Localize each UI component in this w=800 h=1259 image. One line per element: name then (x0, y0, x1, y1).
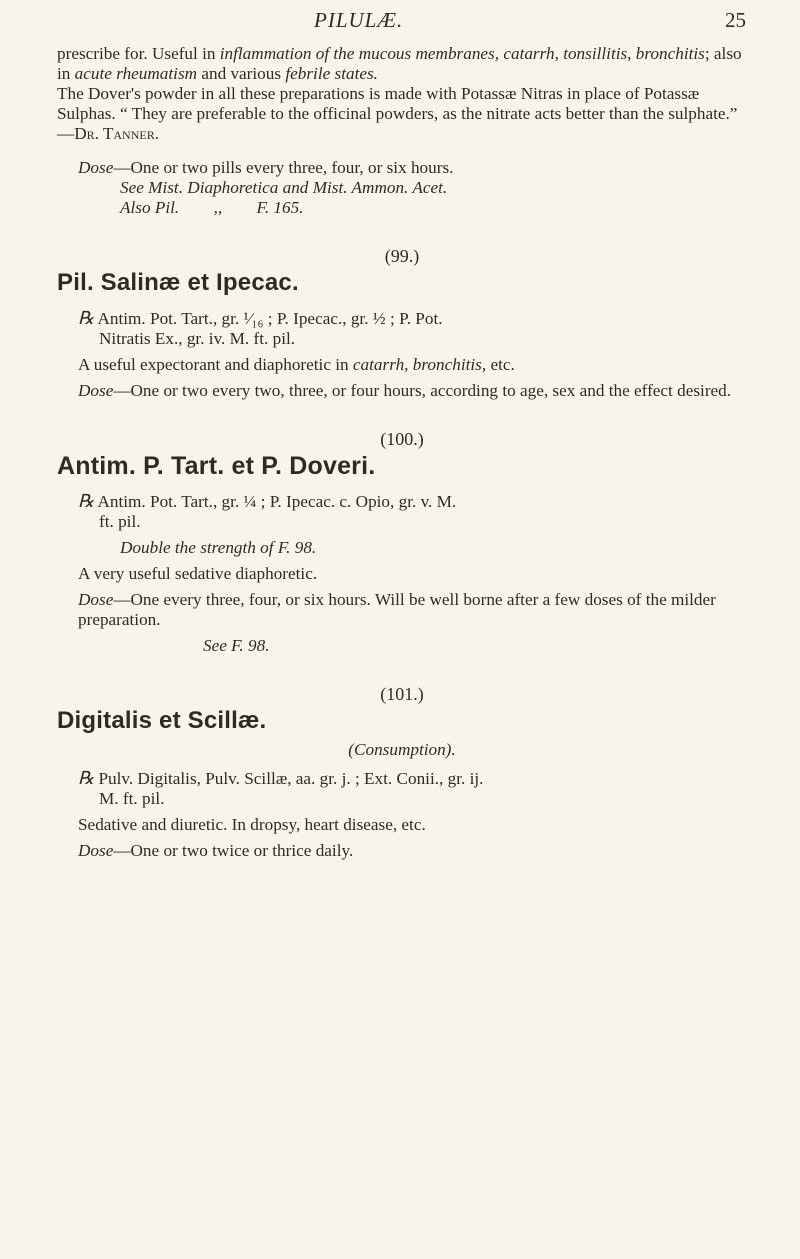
dovers-note-text: The Dover's powder in all these preparations is made with Potassæ Nitras in place of Potassæ Sulphas. “ They are preferable to the officinal powders, as the nitrate acts better than the sulphate.” — (57, 84, 738, 143)
prescription-text: Antim. Pot. Tart., gr. ¹⁄₁₆ ; P. Ipecac., gr. ½ ; P. Pot. (94, 309, 443, 328)
formula-number: (100.) (380, 429, 424, 449)
formula-number: (99.) (384, 246, 420, 266)
dose (57, 590, 747, 630)
formula-title: Pil. Salinæ et Ipecac. (57, 269, 299, 296)
prescription-text: Pulv. Digitalis, Pulv. Scillæ, aa. gr. j. ; Ext. Conii., gr. ij. (94, 769, 484, 788)
see-reference: See Mist. Diaphoretica and Mist. Ammon. Acet. (120, 178, 448, 197)
intro-dose (57, 158, 747, 178)
prescription (57, 308, 747, 329)
dose (57, 381, 747, 401)
description: Sedative and diuretic. In dropsy, heart disease, etc. (78, 815, 426, 834)
recipe-symbol: ℞ (78, 308, 95, 328)
note-author: Dr. Tanner. (74, 124, 160, 143)
intro-italic: acute rheumatism (74, 64, 198, 83)
recipe-symbol: ℞ (78, 768, 95, 788)
description (57, 355, 747, 375)
see-reference: See F. 98. (203, 636, 270, 655)
intro-italic: inflammation of the mucous membranes, (219, 44, 500, 63)
dovers-note (57, 84, 747, 144)
intro-text: ; also in (57, 44, 742, 83)
prescription-continued: Nitratis Ex., gr. iv. M. ft. pil. (99, 329, 296, 348)
dose-text: —One or two every two, three, or four hours, according to age, sex and the effect desired. (113, 381, 732, 400)
recipe-symbol: ℞ (78, 491, 95, 511)
intro-paragraph (57, 44, 747, 84)
prescription (57, 768, 747, 789)
dose (57, 841, 747, 861)
see-reference: Also Pil. ,, F. 165. (120, 198, 304, 217)
intro-text: prescribe for. Useful in (57, 44, 220, 63)
prescription-text: Antim. Pot. Tart., gr. ¼ ; P. Ipecac. c. Opio, gr. v. M. (94, 492, 457, 511)
dose-text: —One or two pills every three, four, or six hours. (113, 158, 454, 177)
formula-title: Digitalis et Scillæ. (57, 707, 267, 734)
prescription-continued: M. ft. pil. (99, 789, 165, 808)
dose-label: Dose (78, 381, 114, 400)
description-italic: catarrh, bronchitis, (352, 355, 487, 374)
formula-number: (101.) (380, 684, 424, 704)
description-text: A useful expectorant and diaphoretic in (78, 355, 353, 374)
dose-label: Dose (78, 158, 114, 177)
running-head-title: PILULÆ. (314, 8, 404, 32)
intro-text: and various (197, 64, 282, 83)
formula-title: Antim. P. Tart. et P. Doveri. (57, 452, 376, 480)
dose-text: —One every three, four, or six hours. Will be well borne after a few doses of the milder preparation. (78, 590, 716, 629)
dose-label: Dose (78, 841, 114, 860)
prescription-continued: ft. pil. (99, 512, 141, 531)
description-text: etc. (486, 355, 515, 374)
formula-subtitle: (Consumption). (348, 740, 456, 759)
description: A very useful sedative diaphoretic. (78, 564, 318, 583)
dose-text: —One or two twice or thrice daily. (113, 841, 354, 860)
intro-italic: catarrh, tonsillitis, bronchitis (503, 44, 705, 63)
intro-italic: febrile states. (285, 64, 378, 83)
page-body (57, 44, 747, 861)
dose-label: Dose (78, 590, 114, 609)
strength-note: Double the strength of F. 98. (120, 538, 317, 557)
running-head (0, 6, 800, 36)
prescription (57, 491, 747, 512)
page-number: 25 (725, 8, 746, 32)
